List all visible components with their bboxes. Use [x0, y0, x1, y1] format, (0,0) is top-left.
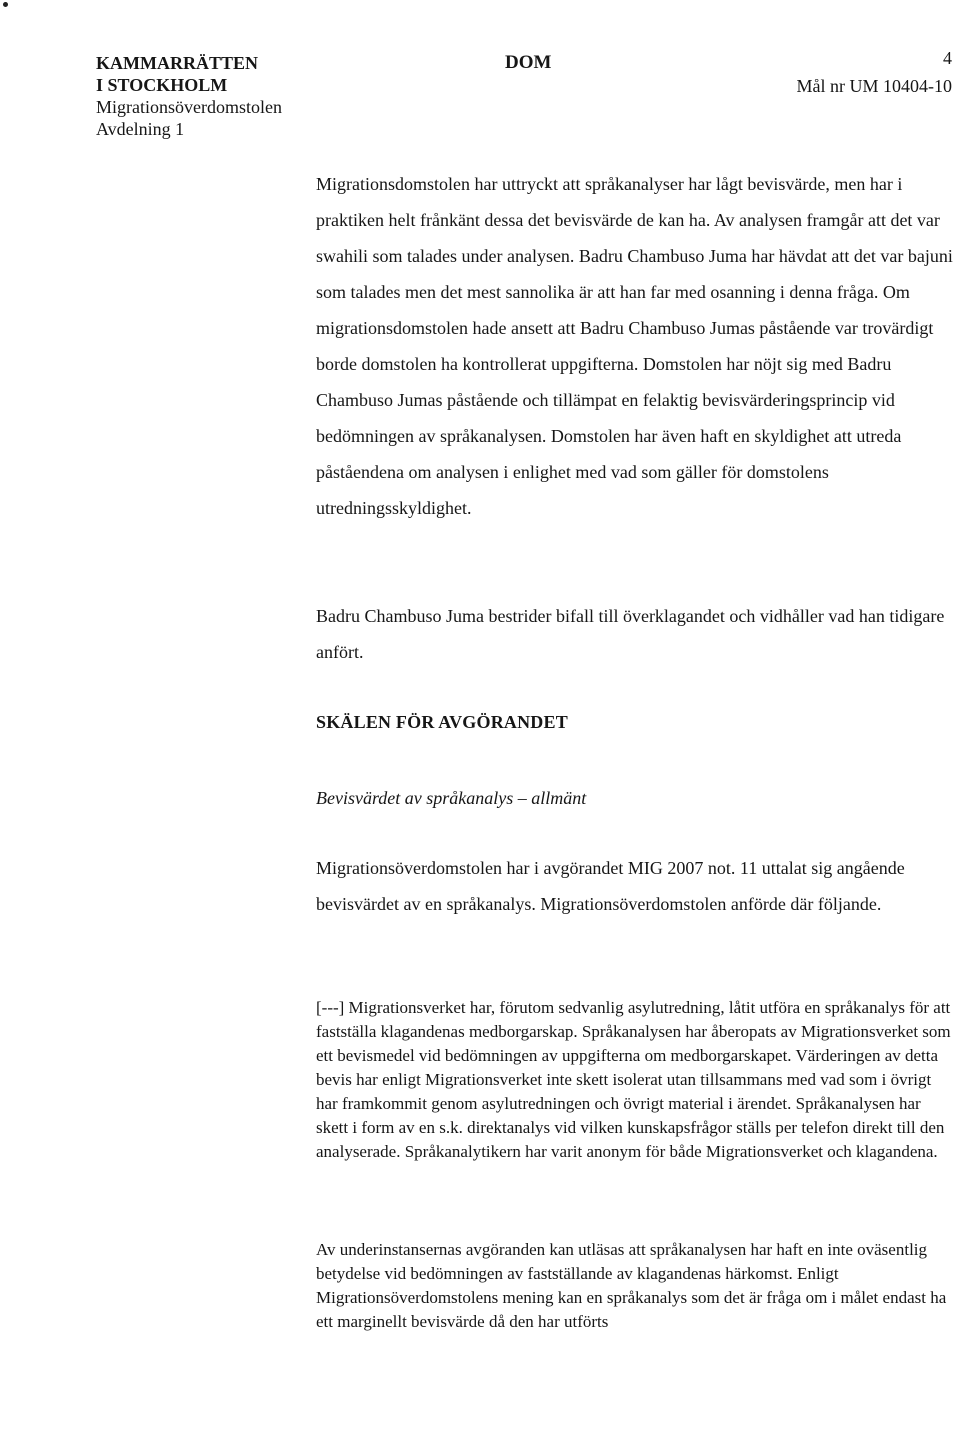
court-name-line2: I STOCKHOLM: [96, 75, 228, 95]
section-subheading: Bevisvärdet av språkanalys – allmänt: [316, 788, 587, 808]
scan-dot: [3, 2, 8, 7]
court-name-line1: KAMMARRÄTTEN: [96, 53, 258, 73]
paragraph-response: [316, 598, 956, 670]
section-heading: SKÄLEN FÖR AVGÖRANDET: [316, 712, 568, 732]
paragraph-text: Badru Chambuso Juma bestrider bifall till överklagandet och vidhåller vad han tidigare anfört.: [316, 606, 945, 662]
court-division-number: Avdelning 1: [96, 119, 185, 139]
document-type: DOM: [505, 52, 552, 73]
page-number: 4: [943, 48, 952, 68]
section-heading-block: [316, 710, 956, 734]
subheading-block: [316, 786, 956, 810]
paragraph-appeal-arguments: [316, 166, 956, 526]
court-header: [96, 52, 282, 140]
quote-text: Av underinstansernas avgöranden kan utläsas att språkanalysen har haft en inte oväsentlig betydelse vid bedömningen av fastställande av klagandenas härkomst. Enligt Migrationsöverdomstolens mening kan en språkanalys som det är fråga om i målet endast ha ett marginellt bevisvärde då den har utförts: [316, 1240, 947, 1331]
paragraph-text: Migrationsöverdomstolen har i avgörandet MIG 2007 not. 11 uttalat sig angående bevisvärdet av en språkanalys. Migrationsöverdomstolen anförde där följande.: [316, 858, 905, 914]
header-right: [712, 44, 952, 100]
paragraph-precedent: [316, 850, 956, 922]
case-number: Mål nr UM 10404-10: [796, 76, 952, 96]
quote-text: [---] Migrationsverket har, förutom sedvanlig asylutredning, låtit utföra en språkanalys för att fastställa klagandenas medborgarskap. Språkanalysen har åberopats av Migrationsverket som ett bevismedel vid bedömningen av uppgifterna om medborgarskapet. Värderingen av detta bevis har enligt Migrationsverket inte skett isolerat utan tillsammans med vad som i övrigt har framkommit genom asylutredningen och övrigt material i ärendet. Språkanalysen har skett i form av en s.k. direktanalys vid vilken kunskapsfrågor ställs per telefon direkt till den analyserade. Språkanalytikern har varit anonym för både Migrationsverket och klagandena.: [316, 998, 951, 1161]
quoted-passage-2: [316, 1238, 956, 1334]
quoted-passage-1: [316, 996, 956, 1164]
court-division-name: Migrationsöverdomstolen: [96, 97, 282, 117]
paragraph-text: Migrationsdomstolen har uttryckt att språkanalyser har lågt bevisvärde, men har i praktiken helt frånkänt dessa det bevisvärde de kan ha. Av analysen framgår att det var swahili som talades under analysen. Badru Chambuso Juma har hävdat att det var bajuni som talades men det mest sannolika är att han far med osanning i denna fråga. Om migrationsdomstolen hade ansett att Badru Chambuso Jumas påstående var trovärdigt borde domstolen ha kontrollerat uppgifterna. Domstolen har nöjt sig med Badru Chambuso Jumas påstående och tillämpat en felaktig bevisvärderingsprincip vid bedömningen av språkanalysen. Domstolen har även haft en skyldighet att utreda påståendena om analysen i enlighet med vad som gäller för domstolens utredningsskyldighet.: [316, 174, 953, 518]
